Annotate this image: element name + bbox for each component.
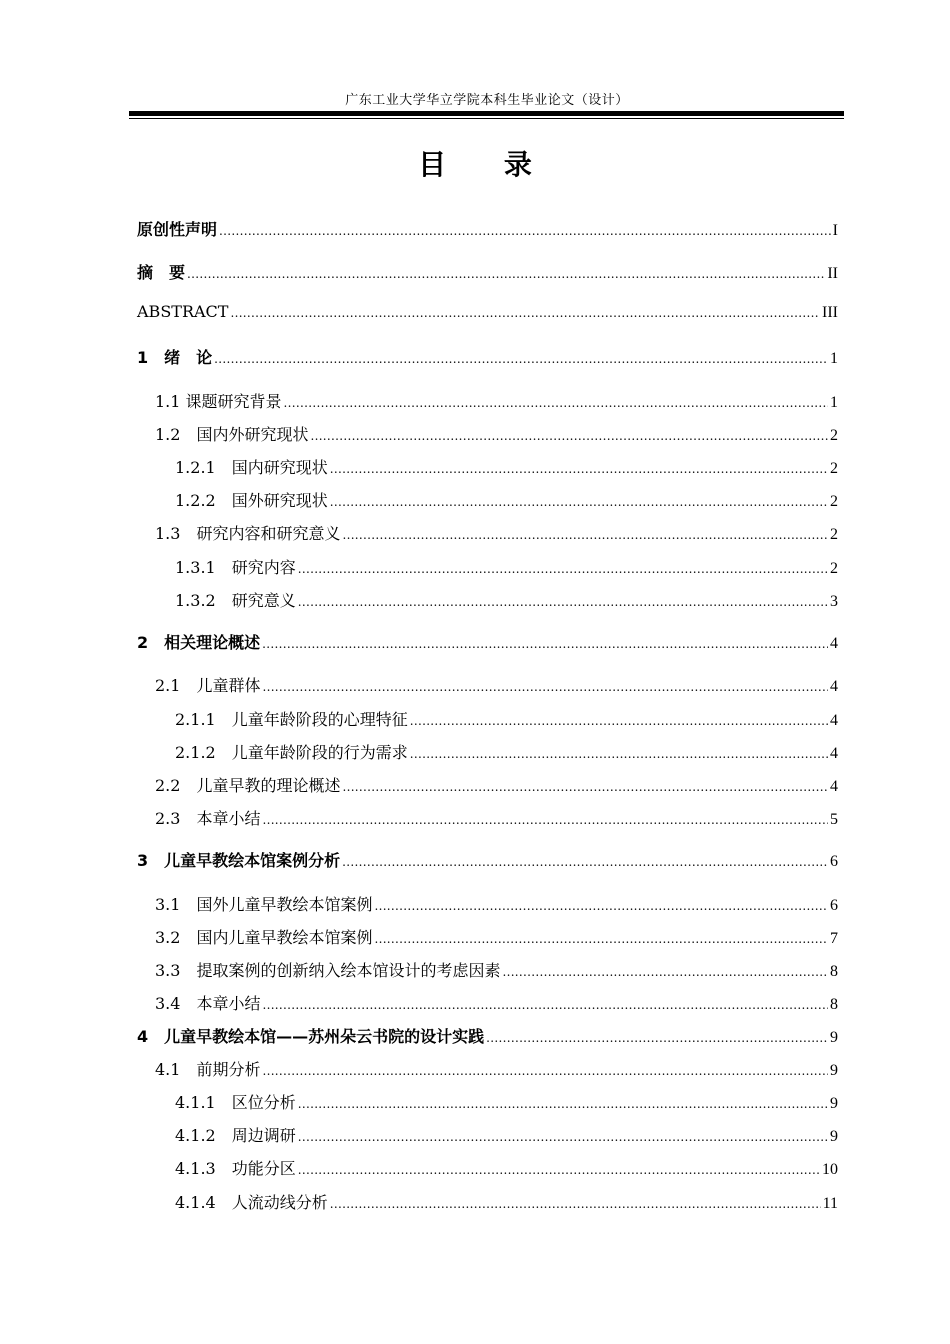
toc-leader-dots xyxy=(298,595,828,609)
toc-leader-dots xyxy=(374,899,828,913)
toc-leader-dots xyxy=(284,396,828,410)
toc-leader-dots xyxy=(342,780,828,794)
toc-entry-page: 3 xyxy=(830,593,838,610)
toc-leader-dots xyxy=(219,224,831,238)
toc-entry-text: 研究意义 xyxy=(215,591,296,610)
header-rule-thick xyxy=(129,111,844,116)
toc-leader-dots xyxy=(298,1097,828,1111)
toc-entry-text: 国外儿童早教绘本馆案例 xyxy=(180,895,373,914)
toc-entry-text: 研究内容 xyxy=(215,558,296,577)
toc-entry-number: 1.3 xyxy=(155,524,181,543)
toc-entry-page: 10 xyxy=(822,1161,838,1178)
toc-entry-number: 3.1 xyxy=(155,895,181,914)
toc-entry-text: 前期分析 xyxy=(180,1060,261,1079)
toc-entry-text: 原创性声明 xyxy=(137,220,218,239)
toc-entry xyxy=(137,345,838,369)
toc-entry-page: 8 xyxy=(830,996,838,1013)
toc-entry-text: ABSTRACT xyxy=(137,302,229,321)
toc-entry xyxy=(155,422,838,446)
toc-entry xyxy=(137,848,838,872)
toc-entry-number: 2.1 xyxy=(155,676,181,695)
toc-entry-text: 本章小结 xyxy=(180,994,261,1013)
toc-leader-dots xyxy=(298,562,828,576)
toc-entry-text: 相关理论概述 xyxy=(164,633,261,652)
toc-leader-dots xyxy=(298,1163,820,1177)
toc-entry-number: 1.3.1 xyxy=(175,558,216,577)
toc-entry xyxy=(155,958,838,982)
toc-entry xyxy=(175,488,838,512)
toc-entry-text: 儿童年龄阶段的心理特征 xyxy=(215,710,408,729)
toc-leader-dots xyxy=(342,528,828,542)
toc-entry-page: 9 xyxy=(830,1062,838,1079)
toc-entry-number: 3.3 xyxy=(155,961,181,980)
toc-leader-dots xyxy=(187,267,825,281)
toc-entry-page: 8 xyxy=(830,963,838,980)
toc-entry xyxy=(175,455,838,479)
toc-entry xyxy=(137,1024,838,1048)
toc-entry xyxy=(175,740,838,764)
toc-entry xyxy=(175,555,838,579)
toc-entry xyxy=(155,806,838,830)
header-rule-thin xyxy=(129,118,844,119)
toc-entry-text: 本章小结 xyxy=(180,809,261,828)
running-header: 广东工业大学华立学院本科生毕业论文（设计） xyxy=(345,93,629,108)
toc-leader-dots xyxy=(486,1031,828,1045)
toc-entry-number: 3.2 xyxy=(155,928,181,947)
toc-entry-text: 功能分区 xyxy=(215,1159,296,1178)
toc-entry-number: 2 xyxy=(137,633,165,652)
toc-leader-dots xyxy=(410,714,828,728)
toc-entry-number: 4.1 xyxy=(155,1060,181,1079)
toc-leader-dots xyxy=(262,998,828,1012)
toc-entry-text: 儿童早教绘本馆——苏州朵云书院的设计实践 xyxy=(164,1027,485,1046)
toc-entry-text: 国内外研究现状 xyxy=(180,425,309,444)
toc-entry-number: 1.2.2 xyxy=(175,491,216,510)
toc-entry-text: 周边调研 xyxy=(215,1126,296,1145)
toc-entry-number: 4.1.3 xyxy=(175,1159,216,1178)
toc-entry xyxy=(175,1156,838,1180)
toc-entry-page: 2 xyxy=(830,560,838,577)
toc-entry-page: 1 xyxy=(830,350,838,367)
toc-entry-page: 4 xyxy=(830,635,838,652)
toc-entry xyxy=(175,588,838,612)
toc-entry-page: 2 xyxy=(830,427,838,444)
toc-entry-page: 2 xyxy=(830,493,838,510)
toc-entry-page: 2 xyxy=(830,526,838,543)
toc-leader-dots xyxy=(230,306,820,320)
toc-entry-text: 国外研究现状 xyxy=(215,491,328,510)
toc-entry-page: 9 xyxy=(830,1095,838,1112)
toc-leader-dots xyxy=(502,965,828,979)
toc-entry-page: 7 xyxy=(830,930,838,947)
toc-entry-number: 3 xyxy=(137,851,165,870)
toc-entry-text: 绪 论 xyxy=(164,348,213,367)
toc-entry-number: 1.2 xyxy=(155,425,181,444)
toc-entry-text: 儿童早教绘本馆案例分析 xyxy=(164,851,341,870)
toc-leader-dots xyxy=(310,429,828,443)
toc-entry xyxy=(137,302,838,326)
toc-entry-number: 2.2 xyxy=(155,776,181,795)
toc-entry-number: 3.4 xyxy=(155,994,181,1013)
toc-entry xyxy=(155,892,838,916)
toc-entry xyxy=(155,389,838,413)
toc-entry-text: 提取案例的创新纳入绘本馆设计的考虑因素 xyxy=(180,961,501,980)
toc-entry-text: 课题研究背景 xyxy=(180,392,282,411)
toc-entry-page: 11 xyxy=(822,1195,838,1212)
toc-entry-page: III xyxy=(822,304,838,321)
toc-leader-dots xyxy=(298,1130,828,1144)
toc-entry-text: 国内研究现状 xyxy=(215,458,328,477)
toc-entry-text: 儿童年龄阶段的行为需求 xyxy=(215,743,408,762)
toc-entry xyxy=(155,773,838,797)
toc-entry xyxy=(155,991,838,1015)
toc-entry xyxy=(155,521,838,545)
toc-entry-page: II xyxy=(827,265,838,282)
toc-entry xyxy=(175,1090,838,1114)
toc-entry xyxy=(175,1190,838,1214)
toc-leader-dots xyxy=(330,495,828,509)
toc-entry-page: 4 xyxy=(830,712,838,729)
toc-entry-text: 儿童群体 xyxy=(180,676,261,695)
toc-leader-dots xyxy=(214,352,828,366)
toc-entry-text: 摘 要 xyxy=(137,263,186,282)
toc-leader-dots xyxy=(374,932,828,946)
toc-entry-text: 研究内容和研究意义 xyxy=(180,524,341,543)
toc-title: 目 录 xyxy=(418,148,556,181)
toc-entry-number: 2.1.2 xyxy=(175,743,216,762)
toc-entry-page: I xyxy=(832,222,838,239)
toc-entry-text: 国内儿童早教绘本馆案例 xyxy=(180,928,373,947)
toc-entry-page: 9 xyxy=(830,1128,838,1145)
toc-entry-page: 4 xyxy=(830,678,838,695)
toc-entry-number: 1.3.2 xyxy=(175,591,216,610)
toc-entry-page: 4 xyxy=(830,745,838,762)
toc-entry-text: 区位分析 xyxy=(215,1093,296,1112)
toc-entry-page: 6 xyxy=(830,897,838,914)
toc-entry-number: 1.2.1 xyxy=(175,458,216,477)
toc-entry-text: 人流动线分析 xyxy=(215,1193,328,1212)
toc-entry xyxy=(137,217,838,241)
toc-entry xyxy=(175,707,838,731)
toc-entry xyxy=(155,673,838,697)
toc-entry-page: 9 xyxy=(830,1029,838,1046)
toc-entry-number: 4.1.1 xyxy=(175,1093,216,1112)
toc-entry xyxy=(175,1123,838,1147)
toc-leader-dots xyxy=(262,1064,828,1078)
toc-entry-number: 1.1 xyxy=(155,392,181,411)
toc-entry-page: 2 xyxy=(830,460,838,477)
toc-entry xyxy=(155,925,838,949)
toc-entry xyxy=(137,260,838,284)
toc-leader-dots xyxy=(410,747,828,761)
toc-entry-number: 4.1.4 xyxy=(175,1193,216,1212)
toc-leader-dots xyxy=(330,1197,821,1211)
toc-entry-page: 6 xyxy=(830,853,838,870)
toc-entry xyxy=(155,1057,838,1081)
toc-leader-dots xyxy=(262,680,828,694)
toc-leader-dots xyxy=(342,855,828,869)
toc-entry-text: 儿童早教的理论概述 xyxy=(180,776,341,795)
toc-entry-number: 1 xyxy=(137,348,165,367)
toc-entry-page: 1 xyxy=(830,394,838,411)
toc-leader-dots xyxy=(330,462,828,476)
toc-entry-number: 2.3 xyxy=(155,809,181,828)
toc-entry-page: 5 xyxy=(830,811,838,828)
toc-entry-number: 4.1.2 xyxy=(175,1126,216,1145)
toc-leader-dots xyxy=(262,813,828,827)
toc-entry-number: 2.1.1 xyxy=(175,710,216,729)
toc-entry-number: 4 xyxy=(137,1027,165,1046)
toc-entry-page: 4 xyxy=(830,778,838,795)
toc-entry xyxy=(137,630,838,654)
toc-leader-dots xyxy=(262,637,828,651)
